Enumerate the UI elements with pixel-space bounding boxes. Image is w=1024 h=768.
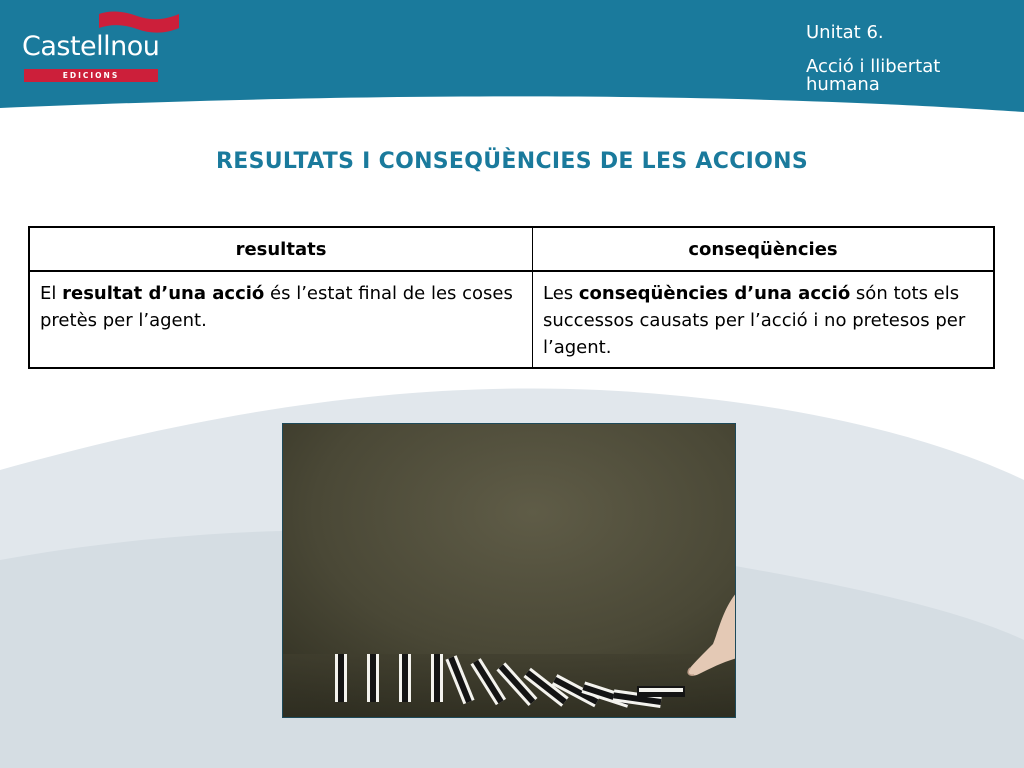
domino [399,654,411,702]
definitions-table [28,226,995,369]
domino [335,654,347,702]
table-cell-consequencies [533,271,995,368]
domino [431,654,443,702]
dominoes-illustration [283,424,736,718]
cell-suffix: és l’estat final de les coses pretès per l’agent. [40,283,513,331]
column-header-consequencies: conseqüències [533,227,995,271]
cell-prefix: El [40,283,63,304]
castellnou-logo [22,8,162,78]
domino [367,654,379,702]
unit-info [806,24,1016,94]
dominoes-photo [282,423,736,718]
table-row [29,271,994,368]
unit-title: Acció i llibertat humana [806,56,941,95]
cell-bold-term: conseqüències d’una acció [578,283,851,304]
logo-brand-text: Castellnou [22,31,160,62]
column-header-resultats: resultats [29,227,533,271]
page-title: RESULTATS I CONSEQÜÈNCIES DE LES ACCIONS [216,149,808,174]
domino [637,686,685,697]
cell-prefix: Les [543,283,579,304]
table-cell-resultats [29,271,533,368]
cell-bold-term: resultat d’una acció [62,283,265,304]
unit-label: Unitat 6. [806,22,884,43]
cell-suffix: són tots els successos causats per l’acció i no pretesos per l’agent. [543,283,966,358]
logo-tagline: EDICIONS [24,69,158,82]
table-header-row [29,227,994,271]
